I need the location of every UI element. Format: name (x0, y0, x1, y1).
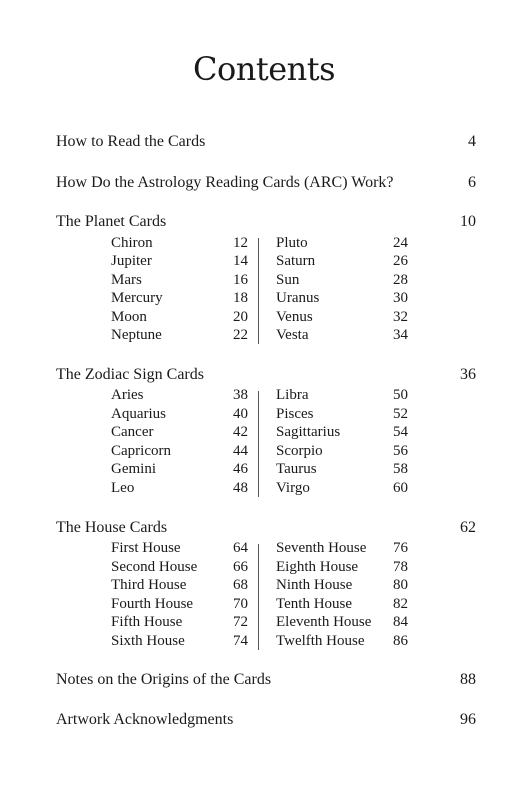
sub-entry-name: Scorpio (276, 443, 323, 459)
sub-entry-page: 20 (233, 309, 248, 325)
sub-entry-page: 14 (233, 253, 248, 269)
column-divider (258, 391, 259, 497)
sub-entry[interactable] (111, 460, 248, 478)
column-divider (258, 544, 259, 650)
sub-entry[interactable] (111, 558, 248, 576)
sub-entry[interactable] (276, 539, 416, 557)
sub-entry-page: 26 (393, 253, 408, 269)
sub-entry[interactable] (276, 289, 416, 307)
sub-entry-name: Aquarius (111, 406, 166, 422)
sub-entry[interactable] (276, 326, 416, 344)
sub-entry-name: Seventh House (276, 540, 367, 556)
toc-entry-how-arc-works[interactable] (56, 172, 476, 194)
sub-entry-name: Chiron (111, 235, 153, 251)
sub-entry-page: 40 (233, 406, 248, 422)
sub-entry-name: Sagittarius (276, 424, 341, 440)
toc-entry-house-cards[interactable] (56, 517, 476, 539)
sub-entry[interactable] (111, 386, 248, 404)
sub-entry-name: Cancer (111, 424, 154, 440)
toc-entry-label: Notes on the Origins of the Cards (56, 671, 272, 688)
sub-entry-name: Pluto (276, 235, 308, 251)
sub-entry-page: 30 (393, 290, 408, 306)
sub-entry-page: 12 (233, 235, 248, 251)
sub-entry-page: 74 (233, 633, 248, 649)
sub-entry[interactable] (111, 271, 248, 289)
sub-entry-name: Eighth House (276, 559, 359, 575)
sub-entry-page: 68 (233, 577, 248, 593)
sub-entry-page: 48 (233, 480, 248, 496)
sub-entry[interactable] (111, 539, 248, 557)
sub-entry[interactable] (276, 460, 416, 478)
sub-entry-page: 64 (233, 540, 248, 556)
sub-entry-name: Libra (276, 387, 309, 403)
sub-entry-name: Virgo (276, 480, 310, 496)
sub-entry-page: 60 (393, 480, 408, 496)
sub-entry-name: Sun (276, 272, 300, 288)
toc-entry-page: 6 (468, 174, 476, 191)
sub-entry[interactable] (111, 423, 248, 441)
sub-entry-page: 18 (233, 290, 248, 306)
sub-entry-page: 28 (393, 272, 408, 288)
sub-entry[interactable] (276, 576, 416, 594)
sub-entry-page: 24 (393, 235, 408, 251)
sub-entry-name: Gemini (111, 461, 156, 477)
toc-entry-page: 96 (460, 711, 476, 728)
sub-entry-page: 16 (233, 272, 248, 288)
sub-entry-page: 80 (393, 577, 408, 593)
sub-entry-page: 32 (393, 309, 408, 325)
sub-entry-name: Leo (111, 480, 135, 496)
toc-entry-zodiac-cards[interactable] (56, 364, 476, 386)
sub-entry-page: 22 (233, 327, 248, 343)
toc-entry-page: 62 (460, 519, 476, 536)
sub-entry-page: 34 (393, 327, 408, 343)
sub-entry-page: 82 (393, 596, 408, 612)
sub-entry[interactable] (111, 308, 248, 326)
sub-entry-name: Capricorn (111, 443, 171, 459)
sub-entry-name: Neptune (111, 327, 162, 343)
sub-entry[interactable] (276, 595, 416, 613)
sub-entry-page: 42 (233, 424, 248, 440)
sub-entry-page: 72 (233, 614, 248, 630)
toc-entry-label: The Zodiac Sign Cards (56, 366, 204, 383)
toc-entry-artwork-ack[interactable] (56, 709, 476, 731)
toc-entry-page: 36 (460, 366, 476, 383)
sub-entry-name: First House (111, 540, 181, 556)
sub-entry-name: Pisces (276, 406, 314, 422)
sub-entry-name: Mercury (111, 290, 163, 306)
toc-entry-page: 4 (468, 133, 476, 150)
sub-entry[interactable] (276, 613, 416, 631)
sub-entry-name: Fourth House (111, 596, 194, 612)
sub-entry-page: 86 (393, 633, 408, 649)
sub-entry-name: Venus (276, 309, 313, 325)
sub-entry-page: 66 (233, 559, 248, 575)
sub-entry-name: Fifth House (111, 614, 183, 630)
sub-entry-page: 76 (393, 540, 408, 556)
sub-entry[interactable] (111, 234, 248, 252)
sub-entry[interactable] (111, 405, 248, 423)
sub-entry-name: Sixth House (111, 633, 185, 649)
sub-entry-page: 44 (233, 443, 248, 459)
sub-entry-page: 70 (233, 596, 248, 612)
sub-entry-name: Tenth House (276, 596, 353, 612)
sub-entry-name: Uranus (276, 290, 320, 306)
sub-entry-name: Vesta (276, 327, 309, 343)
toc-entry-label: Artwork Acknowledgments (56, 711, 234, 728)
toc-entry-label: How Do the Astrology Reading Cards (ARC) Work? (56, 174, 394, 191)
toc-entry-planet-cards[interactable] (56, 211, 476, 233)
sub-entry[interactable] (111, 326, 248, 344)
toc-entry-label: The Planet Cards (56, 213, 167, 230)
sub-entry-name: Jupiter (111, 253, 152, 269)
sub-entry[interactable] (276, 308, 416, 326)
sub-entry[interactable] (276, 442, 416, 460)
sub-entry-name: Twelfth House (276, 633, 365, 649)
sub-entry[interactable] (111, 289, 248, 307)
sub-entry[interactable] (111, 252, 248, 270)
page-title: Contents (192, 50, 336, 88)
sub-entry-name: Aries (111, 387, 144, 403)
sub-entry[interactable] (276, 271, 416, 289)
sub-entry-name: Saturn (276, 253, 316, 269)
sub-entry-page: 52 (393, 406, 408, 422)
sub-entry[interactable] (111, 442, 248, 460)
sub-entry[interactable] (276, 423, 416, 441)
sub-entry-page: 54 (393, 424, 408, 440)
sub-entry-page: 56 (393, 443, 408, 459)
toc-entry-label: How to Read the Cards (56, 133, 206, 150)
toc-entry-how-to-read[interactable] (56, 131, 476, 153)
sub-entry-name: Ninth House (276, 577, 353, 593)
toc-entry-notes-origins[interactable] (56, 669, 476, 691)
sub-entry[interactable] (276, 252, 416, 270)
sub-entry-name: Taurus (276, 461, 317, 477)
sub-entry-page: 78 (393, 559, 408, 575)
sub-entry[interactable] (276, 632, 416, 650)
sub-entry[interactable] (276, 234, 416, 252)
sub-entry[interactable] (111, 576, 248, 594)
sub-entry-page: 84 (393, 614, 408, 630)
sub-entry-page: 58 (393, 461, 408, 477)
toc-entry-label: The House Cards (56, 519, 168, 536)
column-divider (258, 238, 259, 344)
sub-entry-page: 38 (233, 387, 248, 403)
sub-entry-page: 46 (233, 461, 248, 477)
sub-entry-page: 50 (393, 387, 408, 403)
sub-entry[interactable] (276, 558, 416, 576)
sub-entry[interactable] (111, 595, 248, 613)
sub-entry[interactable] (111, 479, 248, 497)
sub-entry[interactable] (111, 632, 248, 650)
toc-entry-page: 10 (460, 213, 476, 230)
sub-entry[interactable] (276, 405, 416, 423)
toc-entry-page: 88 (460, 671, 476, 688)
sub-entry-name: Second House (111, 559, 198, 575)
sub-entry-name: Eleventh House (276, 614, 372, 630)
sub-entry[interactable] (276, 479, 416, 497)
sub-entry[interactable] (276, 386, 416, 404)
sub-entry-name: Mars (111, 272, 142, 288)
sub-entry-name: Moon (111, 309, 147, 325)
sub-entry[interactable] (111, 613, 248, 631)
sub-entry-name: Third House (111, 577, 187, 593)
